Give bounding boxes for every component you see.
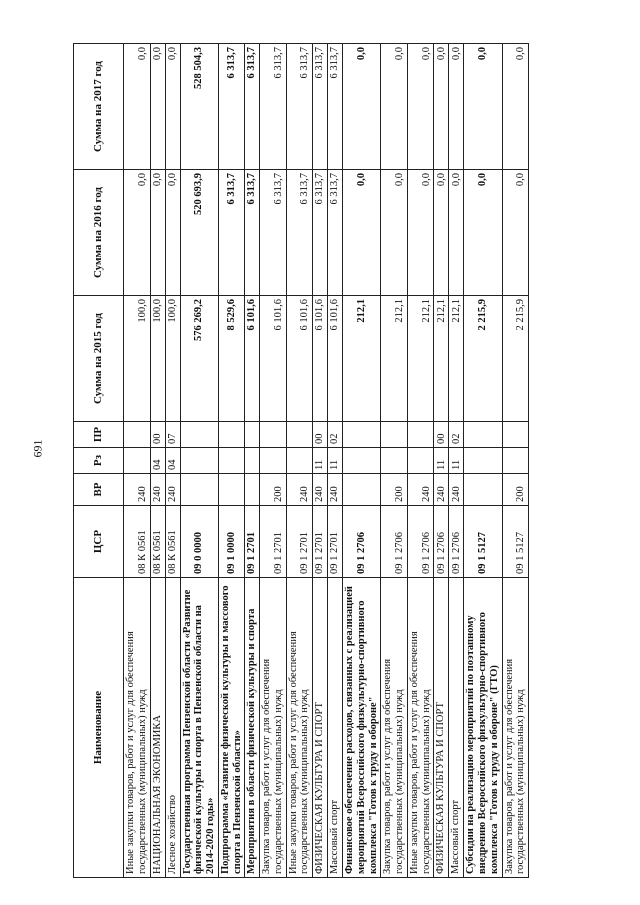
row-2015: 6 101,6 xyxy=(245,296,260,422)
row-2015: 6 101,6 xyxy=(313,296,328,422)
row-vr: 240 xyxy=(328,474,343,506)
row-2015: 6 101,6 xyxy=(260,296,287,422)
row-pr xyxy=(260,422,287,448)
row-csr: 09 1 2706 xyxy=(407,506,434,578)
header-rz: Рз xyxy=(74,448,124,474)
row-csr: 09 1 0000 xyxy=(218,506,245,578)
row-name: Субсидии на реализацию мероприятий по поэтапному внедрению Всероссийского физкультурно-спортивного комплекса "Готов к труду и обороне" (ГТО) xyxy=(464,578,502,878)
row-csr: 09 1 2701 xyxy=(328,506,343,578)
row-pr xyxy=(343,422,381,448)
row-csr: 08 К 0561 xyxy=(165,506,180,578)
row-2015: 212,1 xyxy=(407,296,434,422)
row-2016: 6 313,7 xyxy=(218,170,245,296)
header-vr: ВР xyxy=(74,474,124,506)
row-name: Массовый спорт xyxy=(449,578,464,878)
row-2015: 100,0 xyxy=(124,296,151,422)
row-vr: 240 xyxy=(286,474,313,506)
row-csr: 08 К 0561 xyxy=(124,506,151,578)
header-pr: ПР xyxy=(74,422,124,448)
row-name: Закупка товаров, работ и услуг для обеспечения государственных (муниципальных) нужд xyxy=(381,578,408,878)
row-rz xyxy=(381,448,408,474)
row-2015: 2 215,9 xyxy=(464,296,502,422)
row-rz xyxy=(245,448,260,474)
table-row xyxy=(434,44,449,878)
row-2015: 576 269,2 xyxy=(180,296,218,422)
row-rz: 04 xyxy=(165,448,180,474)
table-row xyxy=(449,44,464,878)
rotated-budget-table xyxy=(73,44,602,878)
row-2017: 0,0 xyxy=(381,44,408,170)
table-row xyxy=(245,44,260,878)
row-2016: 0,0 xyxy=(449,170,464,296)
row-pr: 07 xyxy=(165,422,180,448)
row-name: Лесное хозяйство xyxy=(165,578,180,878)
row-vr: 240 xyxy=(124,474,151,506)
header-2017: Сумма на 2017 год xyxy=(74,44,124,170)
row-2015: 2 215,9 xyxy=(502,296,529,422)
row-csr: 09 0 0000 xyxy=(180,506,218,578)
row-csr: 09 1 5127 xyxy=(502,506,529,578)
row-2017: 0,0 xyxy=(502,44,529,170)
page-number: 691 xyxy=(30,439,45,458)
row-2015: 6 101,6 xyxy=(286,296,313,422)
table-row xyxy=(313,44,328,878)
row-2016: 520 693,9 xyxy=(180,170,218,296)
row-pr xyxy=(286,422,313,448)
row-csr: 09 1 2701 xyxy=(313,506,328,578)
row-vr: 240 xyxy=(434,474,449,506)
row-2017: 0,0 xyxy=(165,44,180,170)
row-vr: 240 xyxy=(313,474,328,506)
row-pr xyxy=(381,422,408,448)
row-rz: 11 xyxy=(328,448,343,474)
row-2016: 0,0 xyxy=(464,170,502,296)
row-vr: 240 xyxy=(407,474,434,506)
row-name: Массовый спорт xyxy=(328,578,343,878)
row-rz xyxy=(464,448,502,474)
row-pr: 02 xyxy=(449,422,464,448)
row-2017: 6 313,7 xyxy=(245,44,260,170)
row-name: Закупка товаров, работ и услуг для обеспечения государственных (муниципальных) нужд xyxy=(502,578,529,878)
row-2016: 6 313,7 xyxy=(260,170,287,296)
row-name: Подпрограмма «Развитие физической культуры и массового спорта в Пензенской области» xyxy=(218,578,245,878)
table-row xyxy=(328,44,343,878)
row-2017: 6 313,7 xyxy=(260,44,287,170)
row-rz: 04 xyxy=(150,448,165,474)
row-2015: 212,1 xyxy=(449,296,464,422)
row-rz xyxy=(180,448,218,474)
row-2016: 0,0 xyxy=(150,170,165,296)
table-row xyxy=(464,44,502,878)
row-pr xyxy=(464,422,502,448)
row-vr: 240 xyxy=(150,474,165,506)
row-2016: 6 313,7 xyxy=(286,170,313,296)
row-rz xyxy=(502,448,529,474)
table-row xyxy=(124,44,151,878)
row-2017: 6 313,7 xyxy=(328,44,343,170)
row-csr: 09 1 2706 xyxy=(343,506,381,578)
table-row xyxy=(218,44,245,878)
row-pr: 00 xyxy=(434,422,449,448)
table-row xyxy=(180,44,218,878)
row-csr: 08 К 0561 xyxy=(150,506,165,578)
row-2015: 212,1 xyxy=(343,296,381,422)
row-vr: 200 xyxy=(260,474,287,506)
row-2017: 528 504,3 xyxy=(180,44,218,170)
row-name: ФИЗИЧЕСКАЯ КУЛЬТУРА И СПОРТ xyxy=(434,578,449,878)
row-vr: 240 xyxy=(449,474,464,506)
row-vr: 200 xyxy=(381,474,408,506)
row-2017: 6 313,7 xyxy=(286,44,313,170)
row-vr: 200 xyxy=(502,474,529,506)
row-vr xyxy=(180,474,218,506)
header-2015: Сумма на 2015 год xyxy=(74,296,124,422)
row-name: Иные закупки товаров, работ и услуг для обеспечения государственных (муниципальных) нужд xyxy=(407,578,434,878)
row-2015: 212,1 xyxy=(434,296,449,422)
row-rz xyxy=(343,448,381,474)
row-rz xyxy=(218,448,245,474)
row-name: Государственная программа Пензенской области «Развитие физической культуры и спорта в Пензенской области на 2014-2020 годы» xyxy=(180,578,218,878)
row-2016: 6 313,7 xyxy=(245,170,260,296)
table-row xyxy=(343,44,381,878)
row-2017: 6 313,7 xyxy=(313,44,328,170)
header-name: Наименование xyxy=(74,578,124,878)
row-2017: 6 313,7 xyxy=(218,44,245,170)
row-2016: 0,0 xyxy=(343,170,381,296)
row-pr: 02 xyxy=(328,422,343,448)
row-vr xyxy=(218,474,245,506)
row-rz xyxy=(407,448,434,474)
row-2015: 100,0 xyxy=(165,296,180,422)
row-csr: 09 1 2701 xyxy=(245,506,260,578)
row-2017: 0,0 xyxy=(343,44,381,170)
table-body xyxy=(124,44,529,878)
row-rz xyxy=(260,448,287,474)
row-rz: 11 xyxy=(434,448,449,474)
table-row xyxy=(165,44,180,878)
row-pr xyxy=(180,422,218,448)
row-pr: 00 xyxy=(150,422,165,448)
row-csr: 09 1 2706 xyxy=(449,506,464,578)
row-2015: 212,1 xyxy=(381,296,408,422)
row-rz: 11 xyxy=(449,448,464,474)
row-name: Мероприятия в области физической культуры и спорта xyxy=(245,578,260,878)
row-2015: 100,0 xyxy=(150,296,165,422)
row-name: ФИЗИЧЕСКАЯ КУЛЬТУРА И СПОРТ xyxy=(313,578,328,878)
row-2017: 0,0 xyxy=(464,44,502,170)
row-name: Иные закупки товаров, работ и услуг для обеспечения государственных (муниципальных) нужд xyxy=(124,578,151,878)
row-name: Закупка товаров, работ и услуг для обеспечения государственных (муниципальных) нужд xyxy=(260,578,287,878)
row-2016: 0,0 xyxy=(407,170,434,296)
row-vr xyxy=(464,474,502,506)
row-rz: 11 xyxy=(313,448,328,474)
row-pr xyxy=(245,422,260,448)
row-2015: 6 101,6 xyxy=(328,296,343,422)
row-2016: 0,0 xyxy=(381,170,408,296)
row-name: НАЦИОНАЛЬНАЯ ЭКОНОМИКА xyxy=(150,578,165,878)
row-2017: 0,0 xyxy=(434,44,449,170)
row-csr: 09 1 2701 xyxy=(286,506,313,578)
table-row xyxy=(260,44,287,878)
table-header-row xyxy=(74,44,124,878)
header-csr: ЦСР xyxy=(74,506,124,578)
row-csr: 09 1 2706 xyxy=(381,506,408,578)
table-row xyxy=(407,44,434,878)
row-rz xyxy=(124,448,151,474)
table-row xyxy=(381,44,408,878)
row-2016: 6 313,7 xyxy=(328,170,343,296)
row-2017: 0,0 xyxy=(150,44,165,170)
table-row xyxy=(150,44,165,878)
row-2016: 0,0 xyxy=(124,170,151,296)
header-2016: Сумма на 2016 год xyxy=(74,170,124,296)
row-vr xyxy=(343,474,381,506)
row-2015: 8 529,6 xyxy=(218,296,245,422)
row-2017: 0,0 xyxy=(407,44,434,170)
row-vr: 240 xyxy=(165,474,180,506)
table-row xyxy=(502,44,529,878)
row-csr: 09 1 2701 xyxy=(260,506,287,578)
row-rz xyxy=(286,448,313,474)
row-pr: 00 xyxy=(313,422,328,448)
row-pr xyxy=(124,422,151,448)
row-csr: 09 1 5127 xyxy=(464,506,502,578)
row-pr xyxy=(407,422,434,448)
row-2016: 0,0 xyxy=(165,170,180,296)
row-pr xyxy=(218,422,245,448)
row-name: Иные закупки товаров, работ и услуг для обеспечения государственных (муниципальных) нужд xyxy=(286,578,313,878)
row-2016: 6 313,7 xyxy=(313,170,328,296)
row-2016: 0,0 xyxy=(502,170,529,296)
table-row xyxy=(286,44,313,878)
row-pr xyxy=(502,422,529,448)
row-2017: 0,0 xyxy=(124,44,151,170)
row-name: Финансовое обеспечение расходов, связанных с реализацией мероприятий Всероссийского физкультурно-спортивного комплекса "Готов к труду и обороне" xyxy=(343,578,381,878)
row-vr xyxy=(245,474,260,506)
row-csr: 09 1 2706 xyxy=(434,506,449,578)
row-2016: 0,0 xyxy=(434,170,449,296)
budget-table xyxy=(73,43,529,878)
row-2017: 0,0 xyxy=(449,44,464,170)
